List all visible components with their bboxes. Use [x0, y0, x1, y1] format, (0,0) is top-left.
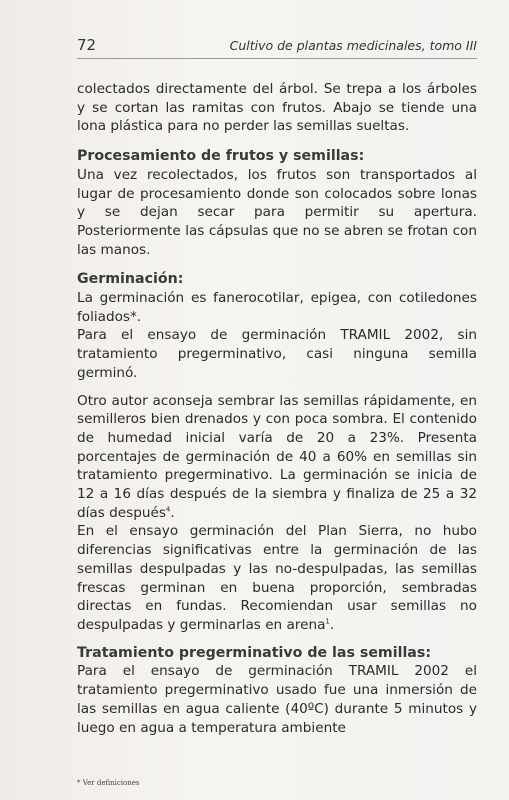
germination-paragraph-4-text: En el ensayo germinación del Plan Sierra, no hubo diferencias significativas entre la germinación de las semillas despulpadas y las no-despulpadas, las semillas frescas germinan en buena proporción, sembradas directas en fundas. Recomiendan usar semillas no despulpadas y germinarlas en arena — [77, 523, 477, 633]
header-rule — [77, 58, 477, 59]
running-title: Cultivo de plantas medicinales, tomo III — [229, 38, 477, 53]
reference-superscript: 4 — [165, 505, 171, 514]
sentence-end: . — [329, 616, 335, 633]
page-number: 72 — [77, 36, 97, 54]
pretreatment-paragraph: Para el ensayo de germinación TRAMIL 2002 el tratamiento pregerminativo usado fue una inmersión de las semillas en agua caliente (40ºC) durante 5 minutos y luego en agua a temperatura ambiente — [77, 663, 477, 736]
section-heading-processing: Procesamiento de frutos y semillas: — [77, 148, 365, 165]
page-header — [77, 36, 477, 56]
germination-paragraph-1: La germinación es fanerocotilar, epigea, con cotiledones foliados*. — [77, 290, 477, 325]
reference-superscript: 1 — [325, 617, 330, 626]
germination-paragraph-4 — [77, 522, 477, 634]
sentence-end: . — [170, 504, 175, 521]
processing-paragraph: Una vez recolectados, los frutos son transportados al lugar de procesamiento donde son colocados sobre lonas y se dejan secar para permitir su apertura. Posteriormente las cápsulas que no se abren se frotan con las manos. — [77, 166, 477, 258]
section-heading-pretreatment: Tratamiento pregerminativo de las semillas: — [77, 644, 432, 661]
germination-paragraph-2: Para el ensayo de germinación TRAMIL 2002, sin tratamiento pregerminativo, casi ninguna semilla germinó. — [77, 327, 477, 381]
intro-paragraph: colectados directamente del árbol. Se trepa a los árboles y se cortan las ramitas con frutos. Abajo se tiende una lona plástica para no perder las semillas sueltas. — [77, 81, 477, 135]
footnote: * Ver definiciones — [77, 779, 140, 787]
germination-paragraph-3-text: Otro autor aconseja sembrar las semillas rápidamente, en semilleros bien drenados y con poca sombra. El contenido de humedad inicial varía de 20 a 23%. Presenta porcentajes de germinación de 40 a 60% en semillas sin tratamiento pregerminativo. La germinación se inicia de 12 a 16 días después de la siembra y finaliza de 25 a 32 días después — [77, 392, 477, 521]
section-heading-germination: Germinación: — [77, 271, 184, 288]
page-body — [77, 80, 477, 737]
germination-paragraph-3 — [77, 392, 477, 523]
